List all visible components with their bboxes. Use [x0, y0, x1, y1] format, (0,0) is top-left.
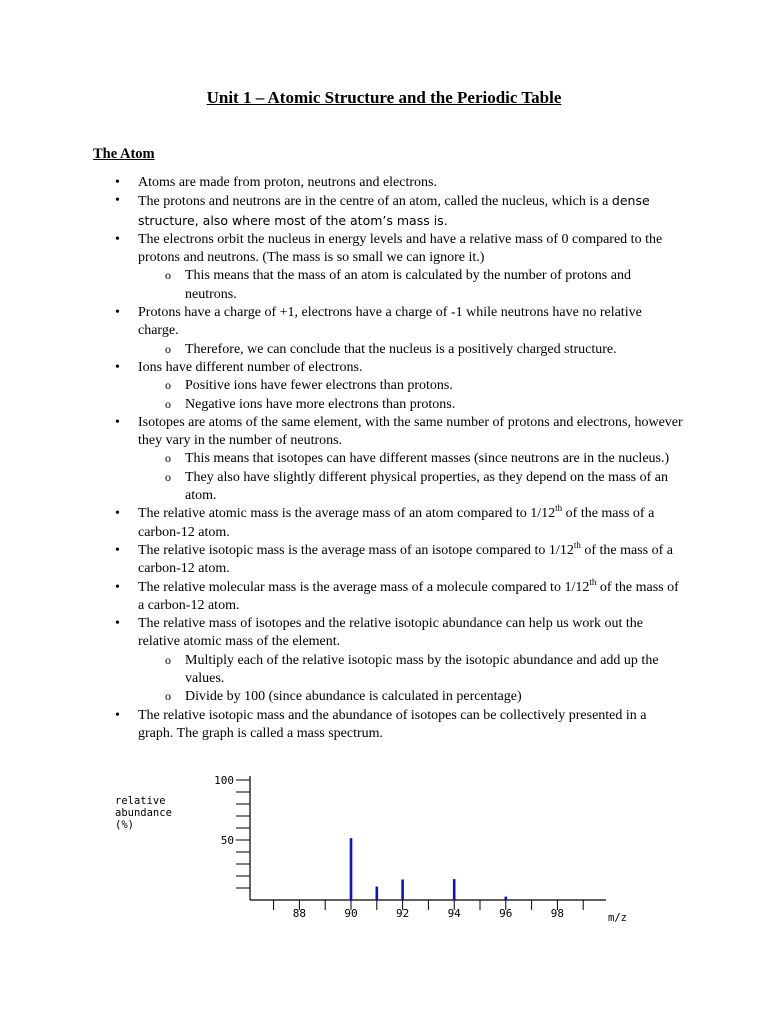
y-tick-label: 100 — [214, 774, 234, 787]
list-item: • The protons and neutrons are in the centre of an atom, called the nucleus, which is a dense structure, also where most of the atom’s mass is. — [113, 192, 683, 231]
list-item: • Ions have different number of electrons. — [113, 359, 683, 377]
list-item: • The relative isotopic mass and the abundance of isotopes can be collectively presented in a graph. The graph is called a mass spectrum. — [113, 707, 683, 744]
x-tick-label: 88 — [292, 907, 307, 920]
sub-list-item: o Divide by 100 (since abundance is calculated in percentage) — [113, 688, 683, 706]
list-item: • Isotopes are atoms of the same element, with the same number of protons and electrons, however they vary in the number of neutrons. — [113, 414, 683, 451]
list-item: • The relative molecular mass is the average mass of a molecule compared to 1/12th of the mass of a carbon-12 atom. — [113, 579, 683, 616]
y-axis-label: (%) — [115, 819, 134, 831]
sub-list-item: o This means that the mass of an atom is calculated by the number of protons and neutrons. — [113, 267, 683, 304]
list-item: • The relative mass of isotopes and the relative isotopic abundance can help us work out the relative atomic mass of the element. — [113, 615, 683, 652]
x-tick-label: 96 — [499, 907, 513, 920]
y-axis-label: relative — [115, 795, 166, 807]
page-title: Unit 1 – Atomic Structure and the Periodic Table — [206, 88, 562, 107]
x-axis-label: m/z — [608, 912, 627, 924]
list-item: • Atoms are made from proton, neutrons and electrons. — [113, 174, 683, 192]
section-heading: The Atom — [93, 146, 155, 162]
sub-list-item: o Positive ions have fewer electrons than protons. — [113, 377, 683, 395]
x-tick-label: 98 — [550, 907, 565, 920]
list-item: • Protons have a charge of +1, electrons have a charge of -1 while neutrons have no relative charge. — [113, 304, 683, 341]
list-item: • The electrons orbit the nucleus in energy levels and have a relative mass of 0 compared to the protons and neutrons. (The mass is so small we can ignore it.) — [113, 231, 683, 268]
list-item: • The relative isotopic mass is the average mass of an isotope compared to 1/12th of the mass of a carbon-12 atom. — [113, 542, 683, 579]
x-tick-label: 90 — [344, 907, 358, 920]
x-tick-label: 92 — [395, 907, 410, 920]
sub-list-item: o Therefore, we can conclude that the nucleus is a positively charged structure. — [113, 341, 683, 359]
x-tick-label: 94 — [447, 907, 461, 920]
sub-list-item: o Negative ions have more electrons than protons. — [113, 396, 683, 414]
y-axis-label: abundance — [115, 807, 172, 819]
y-tick-label: 50 — [220, 834, 234, 847]
sub-list-item: o Multiply each of the relative isotopic mass by the isotopic abundance and add up the values. — [113, 652, 683, 689]
list-item: • The relative atomic mass is the average mass of an atom compared to 1/12th of the mass of a carbon-12 atom. — [113, 505, 683, 542]
sub-list-item: o They also have slightly different physical properties, as they depend on the mass of an atom. — [113, 469, 683, 506]
sub-list-item: o This means that isotopes can have different masses (since neutrons are in the nucleus.) — [113, 450, 683, 468]
